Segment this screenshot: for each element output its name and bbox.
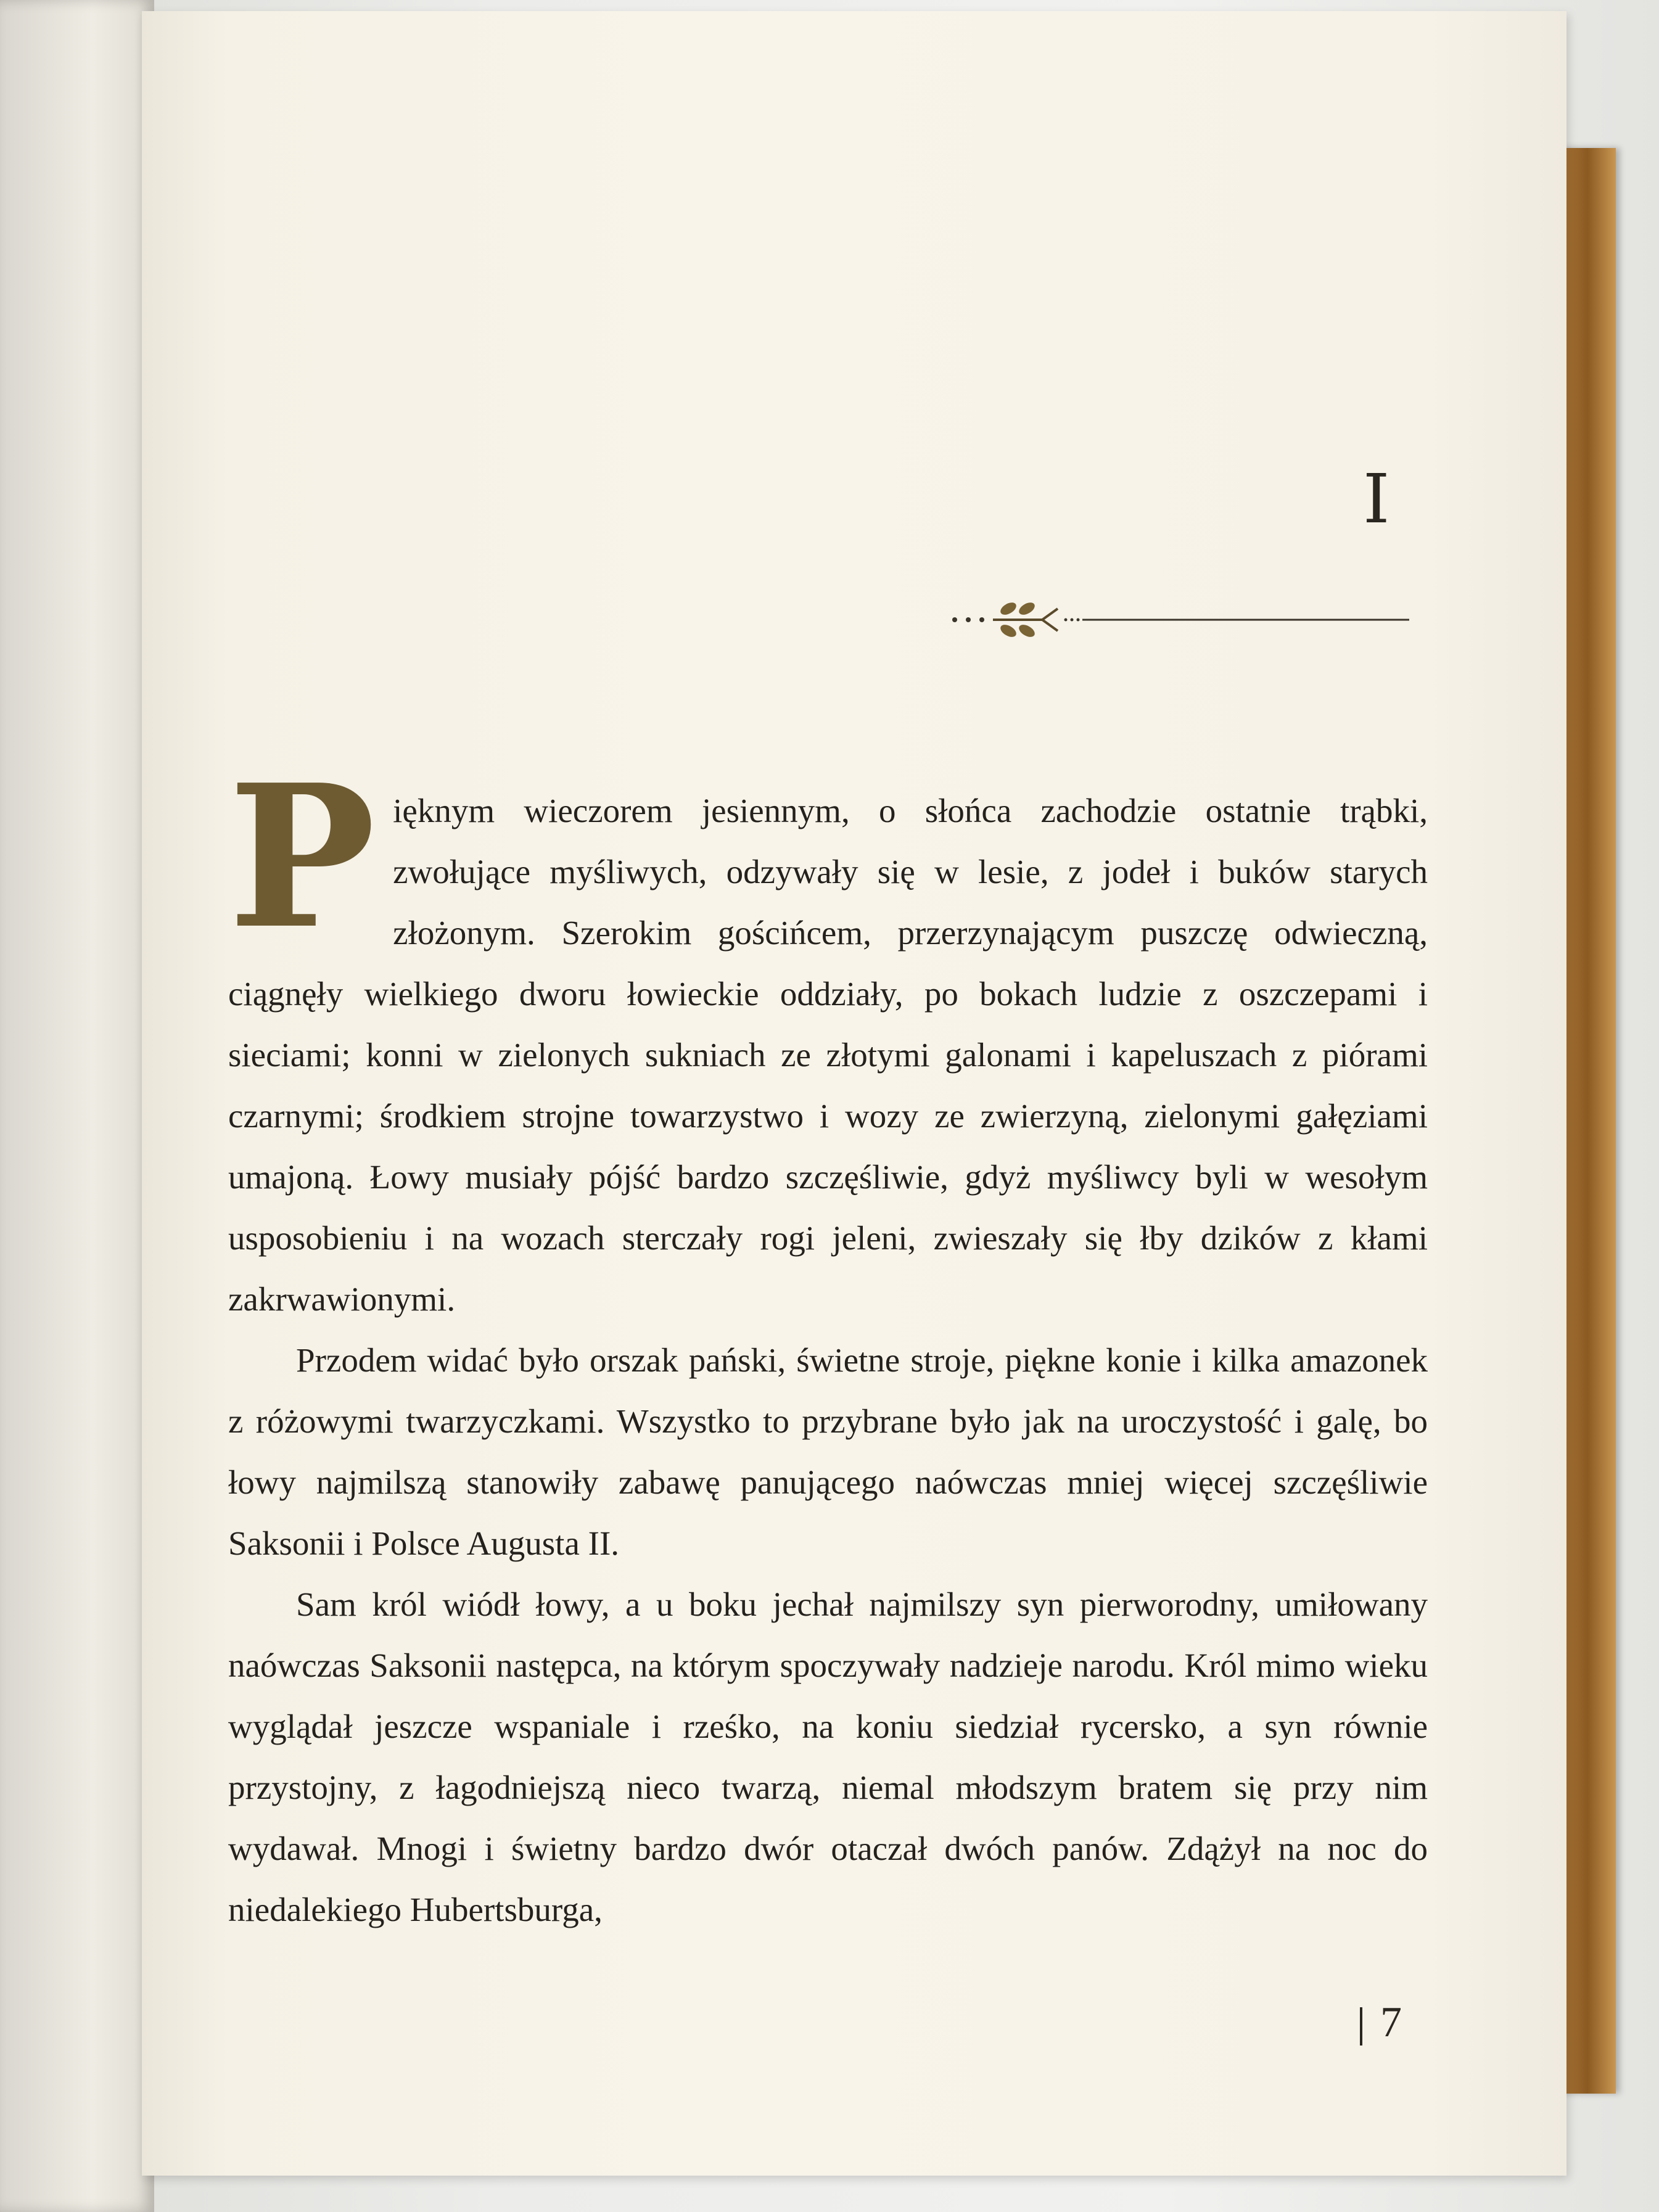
chapter-number: I — [1363, 459, 1390, 538]
page-number: 7 — [1380, 1999, 1402, 2046]
paragraph-first — [228, 741, 1428, 1330]
paragraph-third: Sam król wiódł łowy, a u boku jechał najmilszy syn pierworodny, umiłowany naówczas Saksonii następca, na którym spoczywały nadzieje narodu. Król mimo wieku wyglądał jeszcze wspaniale i rześko, na koniu siedział rycersko, a syn równie przystojny, z łagodniejszą nieco twarzą, niemal młodszym bratem się przy nim wydawał. Mnogi i świetny bardzo dwór otaczał dwóch panów. Zdążył na noc do niedalekiego Hubertsburga, — [228, 1585, 1428, 1928]
book-cover-edge — [1559, 148, 1616, 2094]
folio-divider — [1360, 2007, 1362, 2045]
left-page-edge — [0, 0, 154, 2212]
paragraph-first-text: ięknym wieczorem jesiennym, o słońca zachodzie ostatnie trąbki, zwołujące myśliwych, odzywały się w lesie, z jodeł i buków starych złożonym. Szerokim gościńcem, przerzynającym puszczę odwieczną, ciągnęły wielkiego dworu łowieckie oddziały, po bokach ludzie z oszczepami i sieciami; konni w zielonych sukniach ze złotymi galonami i kapeluszach z piórami czarnymi; środkiem strojne towarzystwo i wozy ze zwierzyną, zielonymi gałęziami umajoną. Łowy musiały pójść bardzo szczęśliwie, gdyż myśliwcy byli w wesołym usposobieniu i na wozach sterczały rogi jeleni, zwieszały się łby dzików z kłami zakrwawionymi. — [228, 792, 1428, 1318]
paragraph-second: Przodem widać było orszak pański, świetne stroje, piękne konie i kilka amazonek z różowymi twarzyczkami. Wszystko to przybrane było jak na uroczystość i galę, bo łowy najmilszą stanowiły zabawę panującego naówczas mniej więcej szczęśliwie Saksonii i Polsce Augusta II. — [228, 1341, 1428, 1562]
body-text — [228, 741, 1428, 1940]
drop-cap: P — [228, 741, 376, 972]
leaf-ornament-icon — [950, 595, 1412, 644]
